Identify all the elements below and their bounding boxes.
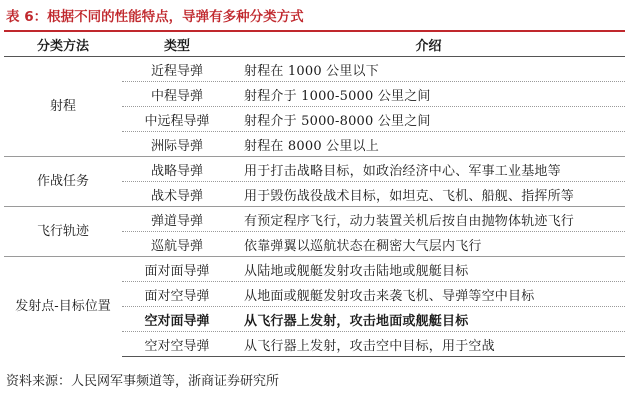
desc-cell: 射程介于 5000-8000 公里之间 — [232, 107, 625, 132]
header-row — [4, 32, 625, 57]
desc-cell: 射程介于 1000-5000 公里之间 — [232, 82, 625, 107]
table-row — [4, 257, 625, 282]
desc-cell: 依靠弹翼以巡航状态在稠密大气层内飞行 — [232, 232, 625, 257]
category-cell: 发射点-目标位置 — [4, 257, 122, 357]
type-cell: 中远程导弹 — [122, 107, 232, 132]
type-cell: 空对面导弹 — [122, 307, 232, 332]
category-cell: 飞行轨迹 — [4, 207, 122, 257]
desc-cell: 有预定程序飞行，动力装置关机后按自由抛物体轨迹飞行 — [232, 207, 625, 232]
desc-cell: 用于毁伤战役战术目标，如坦克、飞机、船舰、指挥所等 — [232, 182, 625, 207]
category-cell: 射程 — [49, 98, 76, 114]
type-cell: 洲际导弹 — [122, 132, 232, 157]
type-cell: 中程导弹 — [122, 82, 232, 107]
type-cell: 面对面导弹 — [122, 257, 232, 282]
desc-cell: 射程在 8000 公里以上 — [232, 132, 625, 157]
type-cell: 面对空导弹 — [122, 282, 232, 307]
desc-cell: 从地面或舰艇发射攻击来袭飞机、导弹等空中目标 — [232, 282, 625, 307]
table-title: 表 6：根据不同的性能特点，导弹有多种分类方式 — [6, 9, 304, 25]
type-cell: 巡航导弹 — [122, 232, 232, 257]
classification-table — [4, 32, 625, 357]
category-cell: 作战任务 — [4, 157, 122, 207]
table-row — [4, 57, 625, 82]
type-cell: 近程导弹 — [150, 63, 203, 79]
type-cell: 弹道导弹 — [122, 207, 232, 232]
desc-cell: 射程在 1000 公里以下 — [244, 63, 379, 79]
type-cell: 空对空导弹 — [122, 332, 232, 357]
source-note: 资料来源：人民网军事频道等，浙商证券研究所 — [6, 374, 280, 389]
desc-cell: 用于打击战略目标，如政治经济中心、军事工业基地等 — [232, 157, 625, 182]
type-cell: 战略导弹 — [122, 157, 232, 182]
desc-cell: 从飞行器上发射，攻击空中目标，用于空战 — [232, 332, 625, 357]
desc-cell: 从飞行器上发射，攻击地面或舰艇目标 — [232, 307, 625, 332]
header-method: 分类方法 — [4, 32, 122, 57]
table-row — [4, 157, 625, 182]
header-type: 类型 — [122, 32, 232, 57]
header-intro: 介绍 — [232, 32, 625, 57]
desc-cell: 从陆地或舰艇发射攻击陆地或舰艇目标 — [232, 257, 625, 282]
type-cell: 战术导弹 — [122, 182, 232, 207]
table-row — [4, 207, 625, 232]
